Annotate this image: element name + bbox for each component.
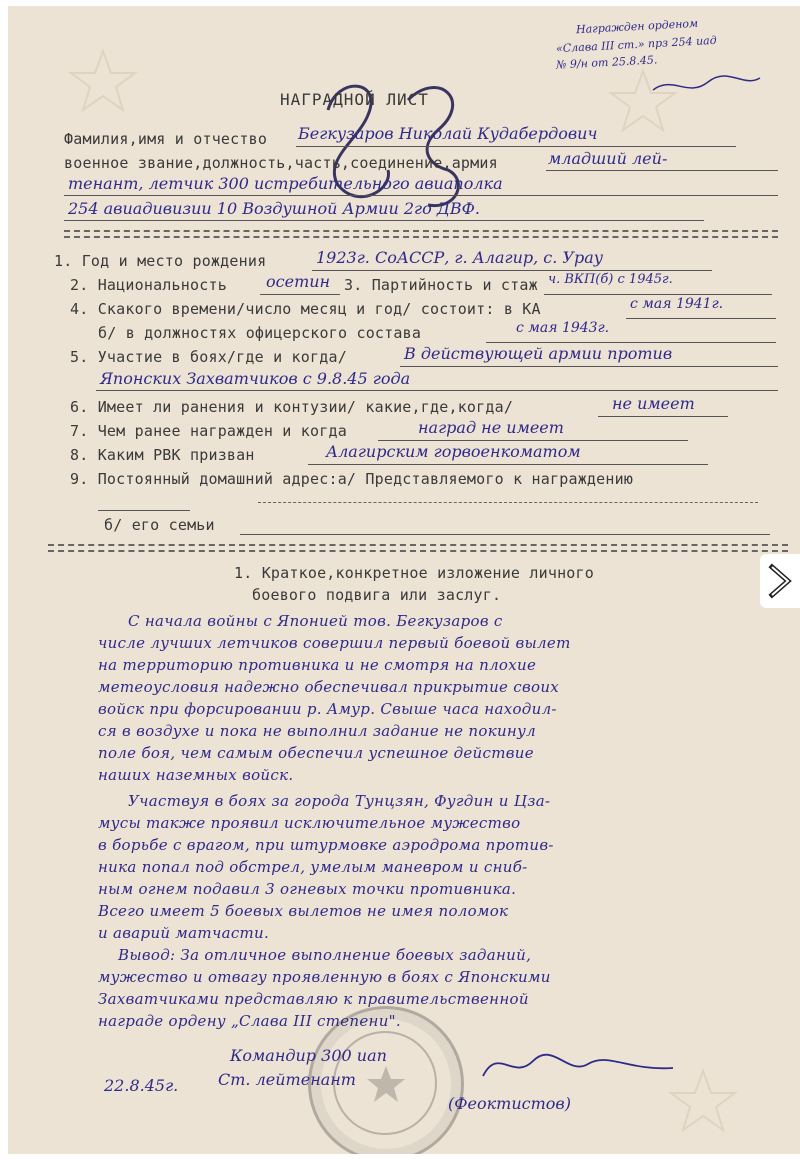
document-date: 22.8.45г.: [104, 1076, 179, 1095]
field-9-label: 9. Постоянный домашний адрес:а/ Представляемого к награждению: [70, 470, 634, 488]
section-title-line1: 1. Краткое,конкретное изложение личного: [234, 564, 594, 582]
field-5-value-2: Японских Захватчиков с 9.8.45 года: [100, 369, 411, 388]
body-line-18: Захватчиками представляю к правительственной: [98, 990, 529, 1008]
star-watermark-icon: [668, 1066, 738, 1136]
signature-line-1: Командир 300 иап: [230, 1046, 387, 1065]
field-2-label: 2. Национальность: [70, 276, 227, 294]
field-2-value: осетин: [266, 272, 331, 291]
rank-value-3: 254 авиадивизии 10 Воздушной Армии 2го ДВФ.: [68, 199, 480, 218]
page-title: НАГРАДНОЙ ЛИСТ: [280, 90, 429, 109]
body-line-7: поле боя, чем самым обеспечил успешное действие: [98, 744, 534, 762]
body-line-6: ся в воздухе и пока не выполнил задание не покинул: [98, 722, 536, 740]
field-8-value: Алагирским горвоенкоматом: [326, 442, 581, 461]
commander-signature: [478, 1046, 678, 1086]
field-4-value: с мая 1941г.: [630, 296, 724, 312]
field-5-value-1: В действующей армии против: [404, 344, 673, 363]
field-3-label: 3. Партийность и стаж: [344, 276, 538, 294]
award-note-line3: № 9/н от 25.8.45.: [555, 53, 658, 72]
body-line-10: мусы также проявил исключительное мужество: [98, 814, 521, 832]
field-7-label: 7. Чем ранее награжден и когда: [70, 422, 347, 440]
document-page: [8, 6, 800, 1154]
rank-value-1: младший лей-: [548, 149, 668, 168]
body-line-16: Вывод: За отличное выполнение боевых заданий,: [118, 946, 532, 964]
body-line-13: ным огнем подавил 3 огневых точки противника.: [98, 880, 517, 898]
field-6-label: 6. Имеет ли ранения и контузии/ какие,где,когда/: [70, 398, 514, 416]
body-line-3: на территорию противника и не смотря на плохие: [98, 656, 537, 674]
field-1-value: 1923г. СоАССР, г. Алагир, с. Урау: [316, 248, 604, 267]
signature-name: (Феоктистов): [448, 1094, 571, 1113]
body-line-11: в борьбе с врагом, при штурмовке аэродрома против-: [98, 836, 554, 854]
award-note-line1: Награжден орденом: [575, 16, 699, 37]
body-line-2: числе лучших летчиков совершил первый боевой вылет: [98, 634, 571, 652]
field-7-value: наград не имеет: [418, 418, 564, 437]
field-4-label: 4. Скакого времени/число месяц и год/ состоит: в КА: [70, 300, 541, 318]
body-line-17: мужество и отвагу проявленную в боях с Японскими: [98, 968, 551, 986]
next-page-button[interactable]: [760, 554, 800, 608]
body-line-8: наших наземных войск.: [98, 766, 294, 784]
field-3-value: ч. ВКП(б) с 1945г.: [548, 272, 673, 287]
body-line-1: С начала войны с Японией тов. Бегкузаров с: [128, 612, 503, 630]
section-title-line2: боевого подвига или заслуг.: [252, 586, 502, 604]
fio-label: Фамилия,имя и отчество: [64, 130, 268, 148]
rank-label: военное звание,должность,часть,соединение,армия: [64, 154, 498, 172]
body-line-12: ника попал под обстрел, умелым маневром и сниб-: [98, 858, 528, 876]
body-line-5: войск при форсировании р. Амур. Свыше часа находил-: [98, 700, 557, 718]
star-watermark-icon: [68, 46, 138, 116]
rank-value-2: тенант, летчик 300 истребительного авиаполка: [68, 174, 503, 193]
body-line-9: Участвуя в боях за города Тунцзян, Фугдин и Цза-: [128, 792, 551, 810]
fio-value: Бегкузаров Николай Кудабердович: [298, 124, 598, 143]
award-note-line2: «Слава III ст.» прз 254 иад: [555, 33, 717, 56]
signature-line-2: Ст. лейтенант: [218, 1070, 356, 1089]
field-4b-label: б/ в должностях офицерского состава: [98, 324, 422, 342]
field-4b-value: с мая 1943г.: [516, 320, 610, 336]
field-6-value: не имеет: [612, 394, 695, 413]
body-line-14: Всего имеет 5 боевых вылетов не имея поломок: [98, 902, 509, 920]
field-9b-label: б/ его семьи: [104, 516, 215, 534]
chevron-right-icon: [763, 561, 797, 601]
body-line-19: награде ордену „Слава III степени".: [98, 1012, 401, 1030]
field-5-label: 5. Участие в боях/где и когда/: [70, 348, 347, 366]
field-8-label: 8. Каким РВК призван: [70, 446, 255, 464]
body-line-4: метеоусловия надежно обеспечивал прикрытие своих: [98, 678, 560, 696]
note-signature: [648, 70, 768, 100]
stamp-star-icon: [366, 1064, 406, 1104]
field-1-label: 1. Год и место рождения: [54, 252, 267, 270]
body-line-15: и аварий матчасти.: [98, 924, 270, 942]
